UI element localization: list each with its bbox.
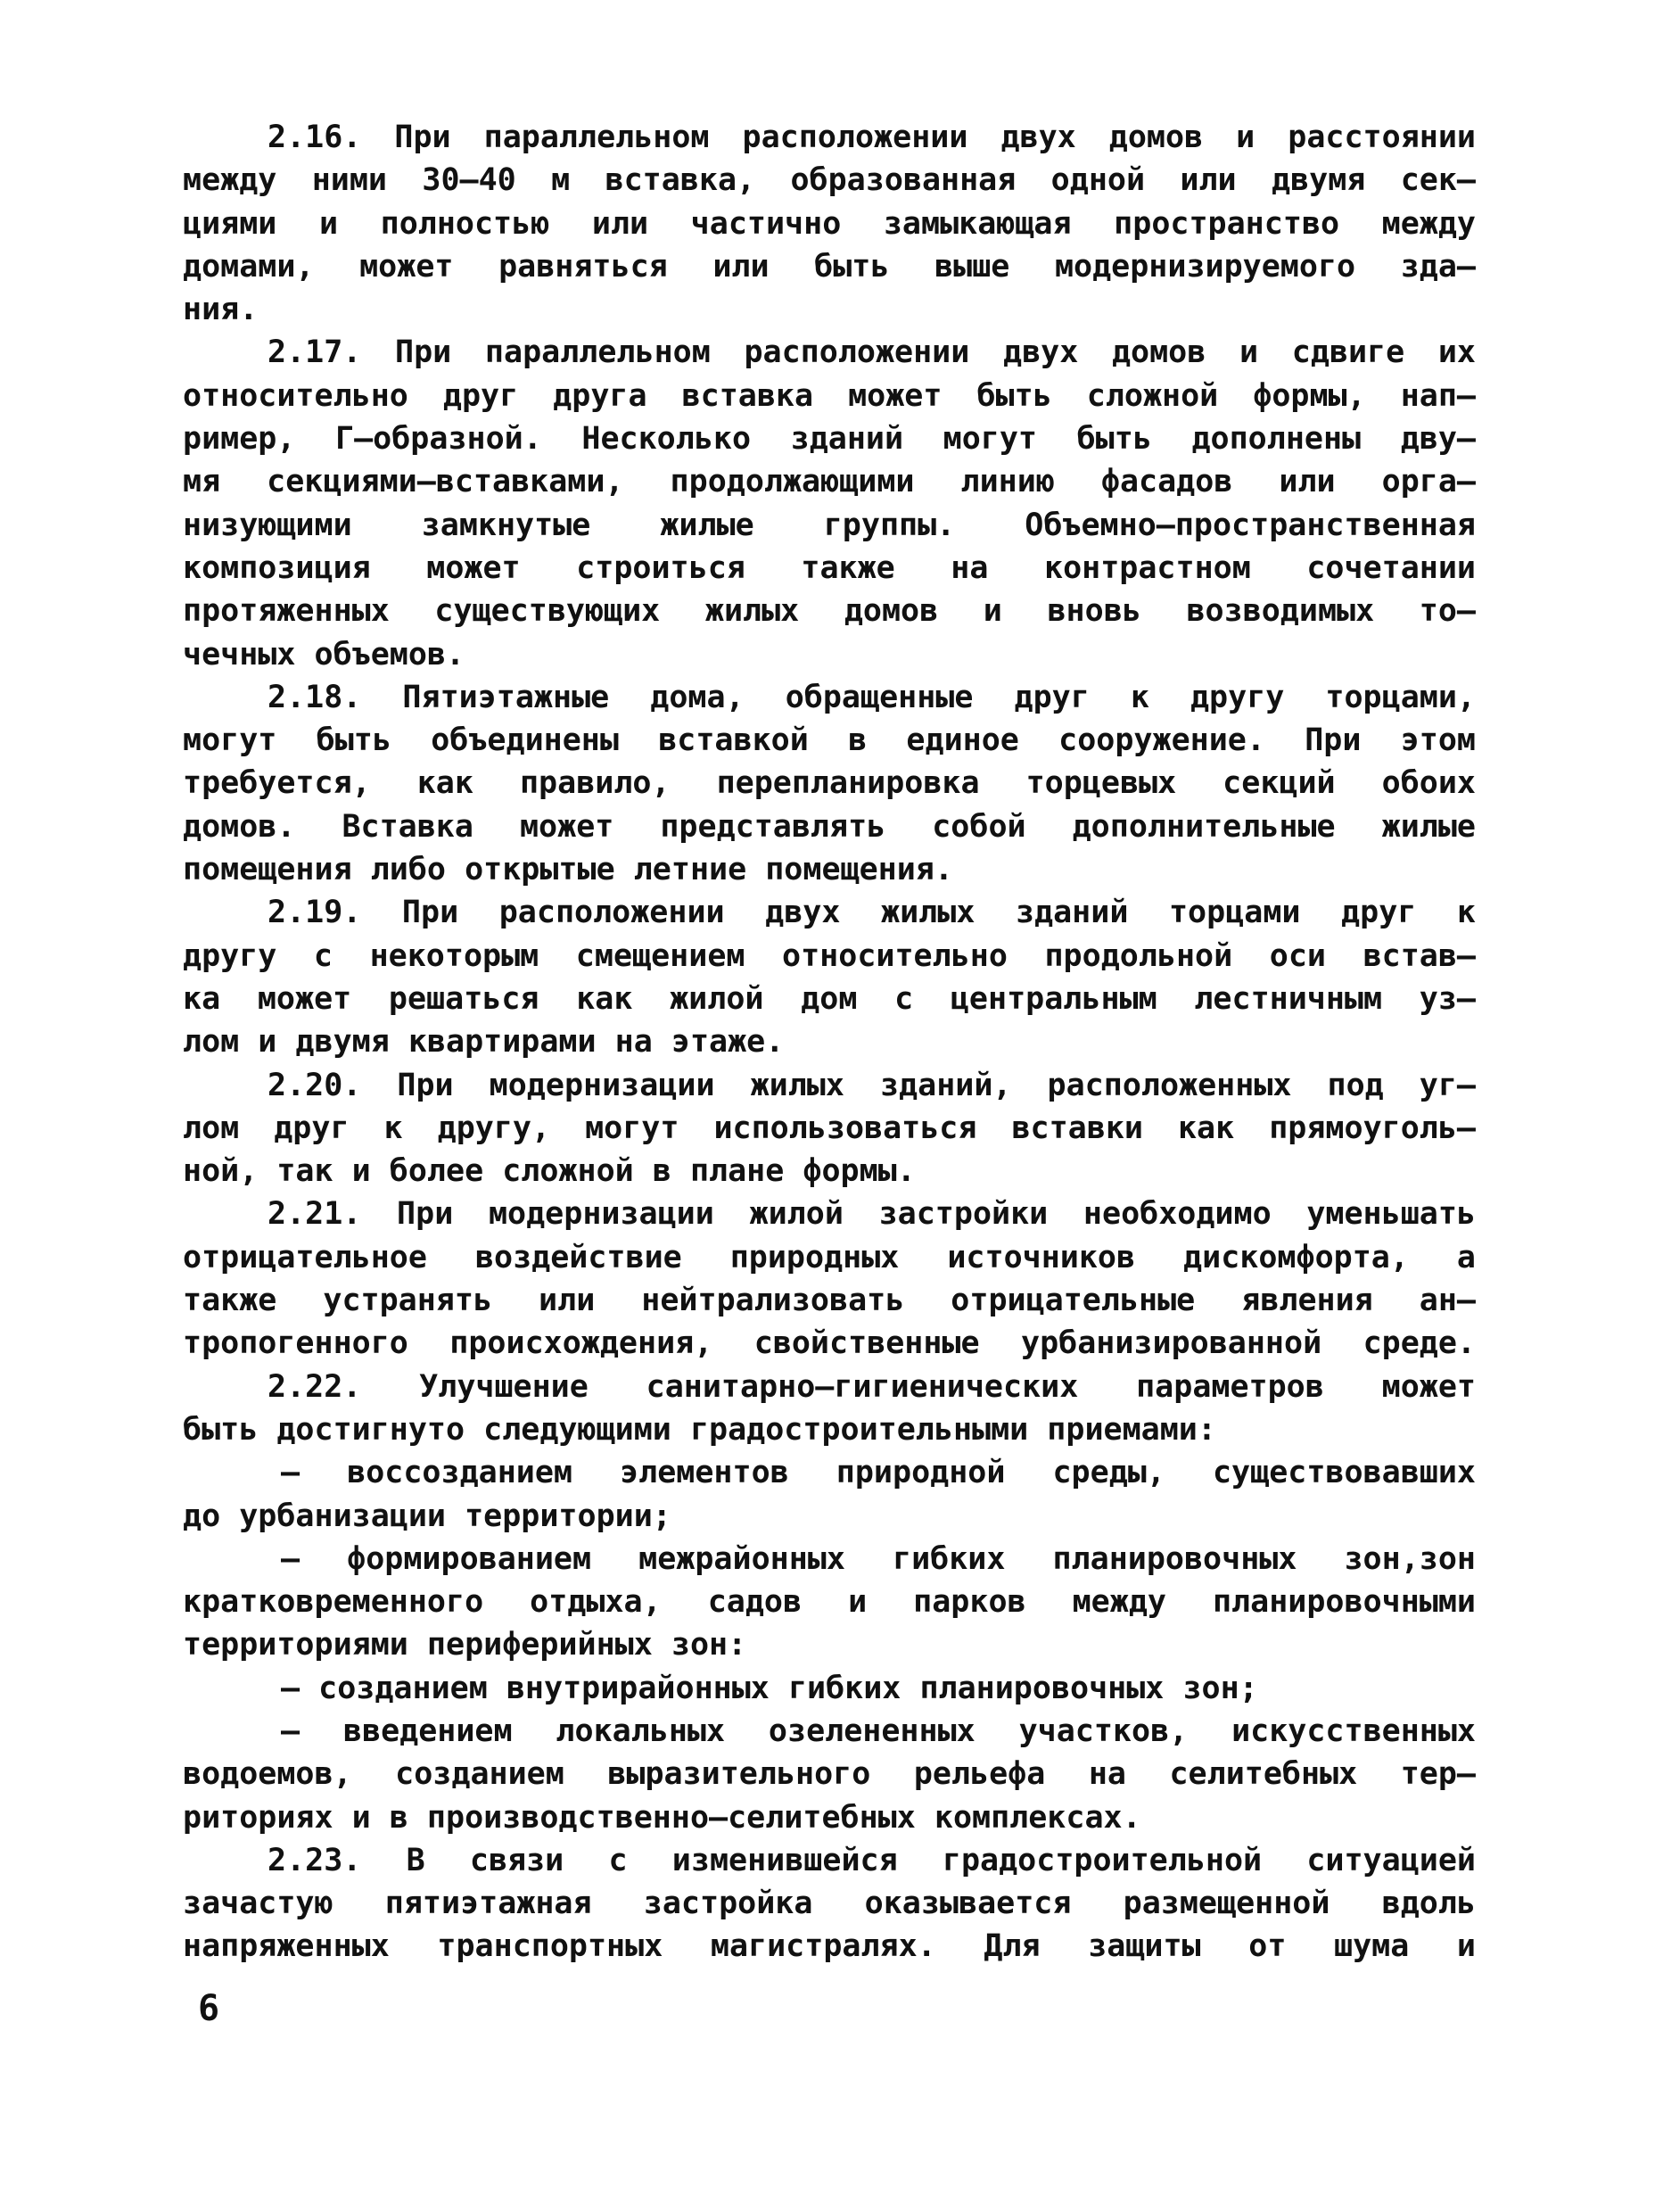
text-line: композиция может строиться также на контрастном сочетании bbox=[183, 549, 1476, 586]
page-number: 6 bbox=[198, 1988, 220, 2029]
text-line: циями и полностью или частично замыкающая пространство между bbox=[183, 205, 1476, 242]
text-line: до урбанизации территории; bbox=[183, 1498, 671, 1534]
text-line: чечных объемов. bbox=[183, 636, 465, 673]
text-line: ной, так и более сложной в плане формы. bbox=[183, 1153, 916, 1190]
text-line: 2.23. В связи с изменившейся градостроительной ситуацией bbox=[268, 1842, 1476, 1878]
text-line: ния. bbox=[183, 292, 259, 328]
text-line: – воссозданием элементов природной среды, существовавших bbox=[281, 1455, 1476, 1491]
text-line: 2.21. При модернизации жилой застройки необходимо уменьшать bbox=[268, 1196, 1476, 1233]
text-line: между ними 30–40 м вставка, образованная одной или двумя сек– bbox=[183, 162, 1476, 199]
body-text bbox=[183, 116, 1476, 1969]
text-line: относительно друг друга вставка может быть сложной формы, нап– bbox=[183, 377, 1476, 414]
text-line: также устранять или нейтрализовать отрицательные явления ан– bbox=[183, 1283, 1476, 1319]
text-line: быть достигнуто следующими градостроительными приемами: bbox=[183, 1411, 1216, 1448]
text-line: территориями периферийных зон: bbox=[183, 1627, 747, 1663]
text-line: 2.20. При модернизации жилых зданий, расположенных под уг– bbox=[268, 1067, 1476, 1103]
text-line: риториях и в производственно–селитебных комплексах. bbox=[183, 1799, 1141, 1836]
text-line: низующими замкнутые жилые группы. Объемно–пространственная bbox=[183, 507, 1476, 543]
text-line: кратковременного отдыха, садов и парков между планировочными bbox=[183, 1584, 1476, 1621]
text-line: 2.19. При расположении двух жилых зданий торцами друг к bbox=[268, 895, 1476, 931]
text-line: зачастую пятиэтажная застройка оказывается размещенной вдоль bbox=[183, 1886, 1476, 1922]
text-line: мя секциями–вставками, продолжающими линию фасадов или орга– bbox=[183, 464, 1476, 500]
text-line: – созданием внутрирайонных гибких планировочных зон; bbox=[281, 1670, 1258, 1706]
text-line: лом и двумя квартирами на этаже. bbox=[183, 1024, 785, 1061]
text-line: тропогенного происхождения, свойственные урбанизированной среде. bbox=[183, 1325, 1476, 1362]
text-line: требуется, как правило, перепланировка торцевых секций обоих bbox=[183, 765, 1476, 802]
text-line: помещения либо открытые летние помещения. bbox=[183, 852, 953, 888]
text-line: – введением локальных озелененных участков, искусственных bbox=[281, 1713, 1476, 1749]
text-line: протяженных существующих жилых домов и вновь возводимых то– bbox=[183, 593, 1476, 630]
text-line: 2.17. При параллельном расположении двух домов и сдвиге их bbox=[268, 334, 1476, 371]
text-line: 2.16. При параллельном расположении двух домов и расстоянии bbox=[268, 120, 1476, 155]
text-line: 2.18. Пятиэтажные дома, обращенные друг к другу торцами, bbox=[268, 679, 1476, 715]
text-line: напряженных транспортных магистралях. Для защиты от шума и bbox=[183, 1928, 1476, 1965]
text-line: водоемов, созданием выразительного рельефа на селитебных тер– bbox=[183, 1756, 1476, 1793]
text-line: отрицательное воздействие природных источников дискомфорта, а bbox=[183, 1239, 1476, 1275]
text-line: домами, может равняться или быть выше модернизируемого зда– bbox=[183, 248, 1476, 285]
text-line: лом друг к другу, могут использоваться вставки как прямоуголь– bbox=[183, 1110, 1476, 1146]
text-line: домов. Вставка может представлять собой дополнительные жилые bbox=[183, 808, 1476, 845]
text-line: могут быть объединены вставкой в единое сооружение. При этом bbox=[183, 722, 1476, 759]
text-line: – формированием межрайонных гибких планировочных зон,зон bbox=[281, 1540, 1476, 1577]
text-line: другу с некоторым смещением относительно продольной оси встав– bbox=[183, 937, 1476, 974]
text-line: 2.22. Улучшение санитарно–гигиенических параметров может bbox=[268, 1368, 1476, 1405]
text-line: ример, Г–образной. Несколько зданий могут быть дополнены дву– bbox=[183, 421, 1476, 458]
text-line: ка может решаться как жилой дом с центральным лестничным уз– bbox=[183, 980, 1476, 1017]
